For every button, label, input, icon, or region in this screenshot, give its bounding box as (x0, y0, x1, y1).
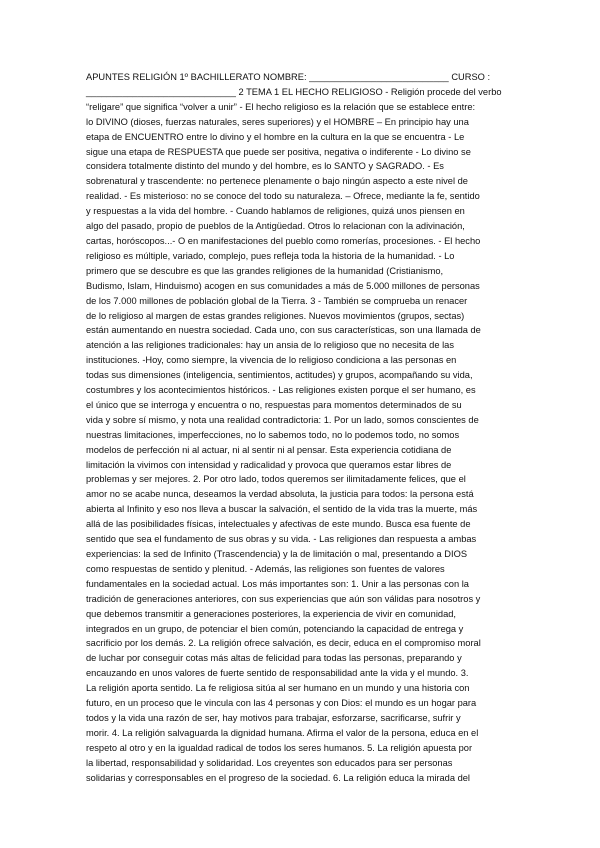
text-line: _____________________________ 2 TEMA 1 EL HECHO RELIGIOSO - Religión procede del verbo (86, 86, 502, 97)
text-line: nuestras limitaciones, imperfecciones, no lo sabemos todo, no lo podemos todo, no somos (86, 429, 460, 440)
text-line: todas sus dimensiones (inteligencia, sentimientos, actitudes) y grupos, acompañando su vida, (86, 370, 473, 381)
text-line: amor no se acabe nunca, deseamos la verdad absoluta, la justicia para todos: la persona está (86, 489, 474, 500)
text-line: futuro, en un proceso que le vincula con las 4 personas y con Dios: el mundo es un hogar para (86, 698, 477, 709)
text-line: de luchar por conseguir cotas más altas de felicidad para todas las personas, preparando y (86, 653, 462, 664)
text-line: “religare” que significa “volver a unir” - El hecho religioso es la relación que se establece entre: (86, 101, 476, 112)
text-line: cartas, horóscopos...- O en manifestaciones del pueblo como romerías, procesiones. - El hecho (86, 235, 481, 246)
text-line: limitación la vivimos con intensidad y radicalidad y provoca que queramos estar libres de (86, 459, 452, 470)
text-line: solidarias y corresponsables en el progreso de la sociedad. 6. La religión educa la mirada del (86, 772, 470, 783)
document-body-text (86, 70, 518, 786)
text-line: fundamentales en la sociedad actual. Los más importantes son: 1. Unir a las personas con la (86, 578, 469, 589)
text-line: atención a las religiones tradicionales: hay un ansia de lo religioso que no necesita de las (86, 340, 454, 351)
text-line: considera totalmente distinto del mundo y del hombre, es lo SANTO y SAGRADO. - Es (86, 161, 444, 172)
text-line: morir. 4. La religión salvaguarda la dignidad humana. Afirma el valor de la persona, educa en el (86, 727, 479, 738)
text-line: tradición de generaciones anteriores, con sus experiencias que aún son válidas para nosotros y (86, 593, 481, 604)
text-line: lo DIVINO (dioses, fuerzas naturales, seres superiores) y el HOMBRE – En principio hay una (86, 116, 469, 127)
text-line: de los 7.000 millones de población global de la Tierra. 3 - También se comprueba un renacer (86, 295, 468, 306)
text-line: Budismo, Islam, Hinduismo) acogen en sus comunidades a más de 5.000 millones de personas (86, 280, 480, 291)
text-line: costumbres y los acontecimientos históricos. - Las religiones existen porque el ser humano, es (86, 385, 476, 396)
text-line: APUNTES RELIGIÓN 1º BACHILLERATO NOMBRE: ___________________________ CURSO : (86, 72, 491, 82)
text-line: experiencias: la sed de Infinito (Trascendencia) y la de limitación o mal, presentando a DIOS (86, 549, 468, 559)
text-line: de lo religioso al margen de estas grandes religiones. Nuevos movimientos (grupos, sectas) (86, 310, 465, 321)
text-line: allá de las posibilidades físicas, intelectuales y afectivas de este mundo. Busca esa fuente de (86, 519, 471, 530)
text-line: vida y sobre sí mismo, y nota una realidad contradictoria: 1. Por un lado, somos conscientes de (86, 414, 479, 425)
text-line: todos y la vida una razón de ser, hay motivos para trabajar, esforzarse, sacrificarse, sufrir y (86, 712, 461, 723)
text-line: religioso es múltiple, variado, complejo, pues refleja toda la historia de la humanidad. - Lo (86, 250, 455, 261)
text-line: sentido que sea el fundamento de sus obras y su vida. - Las religiones dan respuesta a ambas (86, 534, 477, 545)
text-line: como respuestas de sentido y plenitud. - Además, las religiones son fuentes de valores (86, 563, 445, 574)
text-line: respeto al otro y en la igualdad radical de todos los seres humanos. 5. La religión apuesta por (86, 742, 473, 753)
text-line: realidad. - Es misterioso: no se conoce del todo su naturaleza. – Ofrece, mediante la fe, sentido (86, 191, 480, 202)
text-line: La religión aporta sentido. La fe religiosa sitúa al ser humano en un mundo y una historia con (86, 683, 470, 694)
text-line: y respuestas a la vida del hombre. - Cuando hablamos de religiones, quizá unos piensen en (86, 206, 465, 217)
text-line: que debemos transmitir a generaciones posteriores, la experiencia de vivir en comunidad, (86, 608, 457, 619)
text-line: encauzando en unos valores de fuerte sentido de responsabilidad ante la vida y el mundo. 3. (86, 668, 469, 679)
text-line: sobrenatural y trascendente: no pertenece plenamente o bajo ningún aspecto a este nivel de (86, 176, 468, 187)
text-line: el único que se interroga y encuentra o no, respuestas para momentos determinados de su (86, 399, 462, 410)
text-line: modelos de perfección ni al actuar, ni al sentir ni al pensar. Esta experiencia cotidiana de (86, 444, 452, 455)
text-line: problemas y ser mejores. 2. Por otro lado, todos queremos ser ilimitadamente felices, que el (86, 474, 466, 485)
text-line: instituciones. -Hoy, como siempre, la vivencia de lo religioso condiciona a las personas en (86, 355, 457, 366)
text-line: etapa de ENCUENTRO entre lo divino y el hombre en la cultura en la que se encuentra - Le (86, 131, 465, 142)
text-line: sigue una etapa de RESPUESTA que puede ser positiva, negativa o indiferente - Lo divino se (86, 146, 471, 157)
text-line: integrados en un grupo, de potenciar el bien común, potenciando la capacidad de entrega y (86, 623, 464, 634)
text-line: primero que se descubre es que las grandes religiones de la humanidad (Cristianismo, (86, 265, 444, 276)
text-line: sacrificio por los demás. 2. La religión ofrece salvación, es decir, educa en el compromiso moral (86, 638, 481, 649)
text-line: la libertad, responsabilidad y solidaridad. Los creyentes son educados para ser personas (86, 757, 453, 768)
text-line: algo del pasado, propio de pueblos de la Antigüedad. Otros lo relacionan con la adivinación, (86, 221, 465, 232)
text-line: abierta al Infinito y eso nos lleva a buscar la salvación, el sentido de la vida tras la muerte, más (86, 504, 478, 515)
text-line: están aumentando en nuestra sociedad. Cada uno, con sus características, son una llamada de (86, 325, 481, 336)
